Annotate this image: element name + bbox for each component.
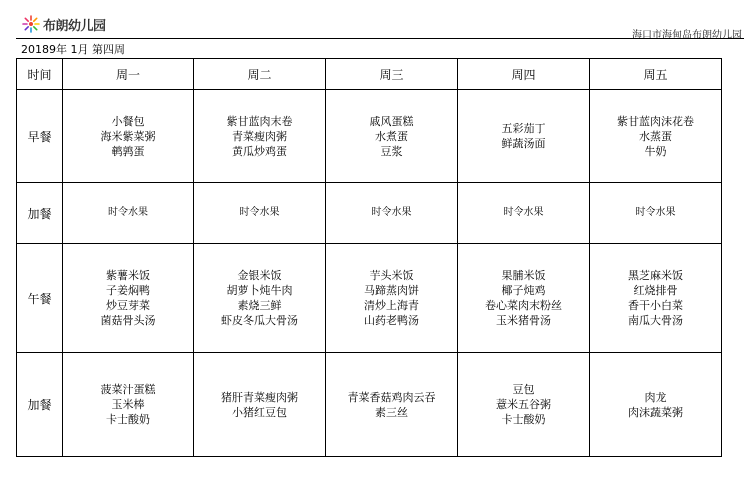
menu-cell (458, 353, 590, 457)
dish-name: 紫薯米饭 (106, 269, 150, 282)
day-header: 周一 (63, 59, 194, 90)
dish-name: 子姜焖鸭 (106, 284, 150, 297)
header-divider (16, 38, 744, 39)
dish-name: 玉米猪骨汤 (496, 314, 551, 327)
dish-name: 戚风蛋糕 (369, 114, 414, 128)
dish-name: 青菜香菇鸡肉云吞 (347, 390, 436, 404)
dish-name: 时令水果 (239, 207, 280, 218)
dish-name: 海米紫菜粥 (100, 129, 156, 143)
dish-name: 清炒上海青 (364, 299, 419, 312)
breakfast-row (17, 90, 722, 183)
dish-name: 鹌鹑蛋 (111, 144, 145, 158)
dish-name: 时令水果 (503, 207, 544, 218)
menu-cell (326, 183, 458, 244)
dish-name: 牛奶 (644, 144, 667, 158)
meal-label: 加餐 (17, 183, 63, 244)
day-header: 周五 (590, 59, 722, 90)
dish-name: 时令水果 (108, 207, 148, 218)
table-header-row (17, 59, 722, 90)
school-name: 海口市海甸岛布朗幼儿园 (632, 30, 742, 41)
dish-name: 金银米饭 (237, 269, 282, 282)
snack-row (17, 183, 722, 244)
dish-name: 山药老鸭汤 (364, 314, 419, 327)
dish-name: 肉沫蔬菜粥 (628, 405, 683, 419)
menu-cell (194, 183, 326, 244)
meal-label: 早餐 (17, 90, 63, 183)
dish-name: 水蒸蛋 (639, 129, 672, 143)
dish-name: 薏米五谷粥 (496, 398, 551, 411)
dish-name: 肉龙 (644, 390, 667, 404)
dish-name: 南瓜大骨汤 (628, 314, 683, 327)
logo-text: 布朗幼儿园 (43, 18, 106, 34)
dish-name: 五彩茄丁 (501, 122, 546, 135)
dish-name: 紫甘蓝肉末卷 (226, 114, 293, 128)
menu-cell (63, 183, 194, 244)
dish-name: 椰子炖鸡 (501, 284, 546, 297)
dish-name: 黄瓜炒鸡蛋 (232, 144, 287, 158)
dish-name: 卡士酸奶 (106, 413, 150, 426)
day-header: 周二 (194, 59, 326, 90)
menu-cell (590, 183, 722, 244)
dish-name: 猪肝青菜瘦肉粥 (221, 390, 298, 404)
menu-table (16, 58, 722, 457)
menu-cell (194, 90, 326, 183)
menu-cell (63, 90, 194, 183)
menu-cell (458, 244, 590, 353)
dish-name: 香干小白菜 (628, 299, 683, 312)
day-header: 周四 (458, 59, 590, 90)
dish-name: 鲜蔬汤面 (501, 137, 546, 150)
dish-name: 果脯米饭 (501, 269, 546, 282)
dish-name: 紫甘蓝肉沫花卷 (617, 114, 694, 128)
dish-name: 时令水果 (635, 207, 676, 218)
dish-name: 胡萝卜炖牛肉 (226, 284, 293, 297)
menu-cell (458, 183, 590, 244)
menu-cell (590, 353, 722, 457)
day-header: 周三 (326, 59, 458, 90)
meal-label: 午餐 (17, 244, 63, 353)
week-subtitle: 20189年 1月 第四周 (21, 43, 125, 56)
menu-cell (194, 244, 326, 353)
afternoon-snack-row (17, 353, 722, 457)
menu-cell (326, 244, 458, 353)
menu-cell (63, 244, 194, 353)
dish-name: 卡士酸奶 (501, 413, 546, 426)
menu-cell (63, 353, 194, 457)
dish-name: 水煮蛋 (375, 129, 408, 143)
menu-cell (590, 90, 722, 183)
page-header (0, 0, 748, 41)
menu-cell (326, 90, 458, 183)
dish-name: 黑芝麻米饭 (628, 269, 683, 282)
lunch-row (17, 244, 722, 353)
dish-name: 芋头米饭 (369, 269, 414, 282)
dish-name: 小餐包 (111, 114, 145, 128)
dish-name: 豆包 (512, 383, 535, 396)
dish-name: 素烧三鲜 (237, 299, 282, 312)
dish-name: 小猪红豆包 (232, 405, 287, 419)
dish-name: 卷心菜肉末粉丝 (485, 299, 562, 312)
kindergarten-logo-icon (22, 15, 40, 33)
menu-cell (194, 353, 326, 457)
dish-name: 炒豆芽菜 (106, 299, 150, 312)
dish-name: 玉米棒 (111, 398, 145, 411)
dish-name: 菌菇骨头汤 (100, 314, 156, 327)
dish-name: 马蹄蒸肉饼 (364, 284, 419, 297)
meal-label: 加餐 (17, 353, 63, 457)
dish-name: 素三丝 (375, 405, 408, 419)
dish-name: 红烧排骨 (633, 284, 678, 297)
dish-name: 虾皮冬瓜大骨汤 (221, 314, 298, 327)
menu-cell (590, 244, 722, 353)
dish-name: 时令水果 (371, 207, 412, 218)
logo (22, 14, 106, 34)
dish-name: 青菜瘦肉粥 (232, 129, 287, 143)
menu-cell (326, 353, 458, 457)
dish-name: 豆浆 (380, 144, 403, 158)
dish-name: 菠菜汁蛋糕 (100, 383, 156, 396)
corner-header: 时间 (17, 59, 63, 90)
menu-cell (458, 90, 590, 183)
